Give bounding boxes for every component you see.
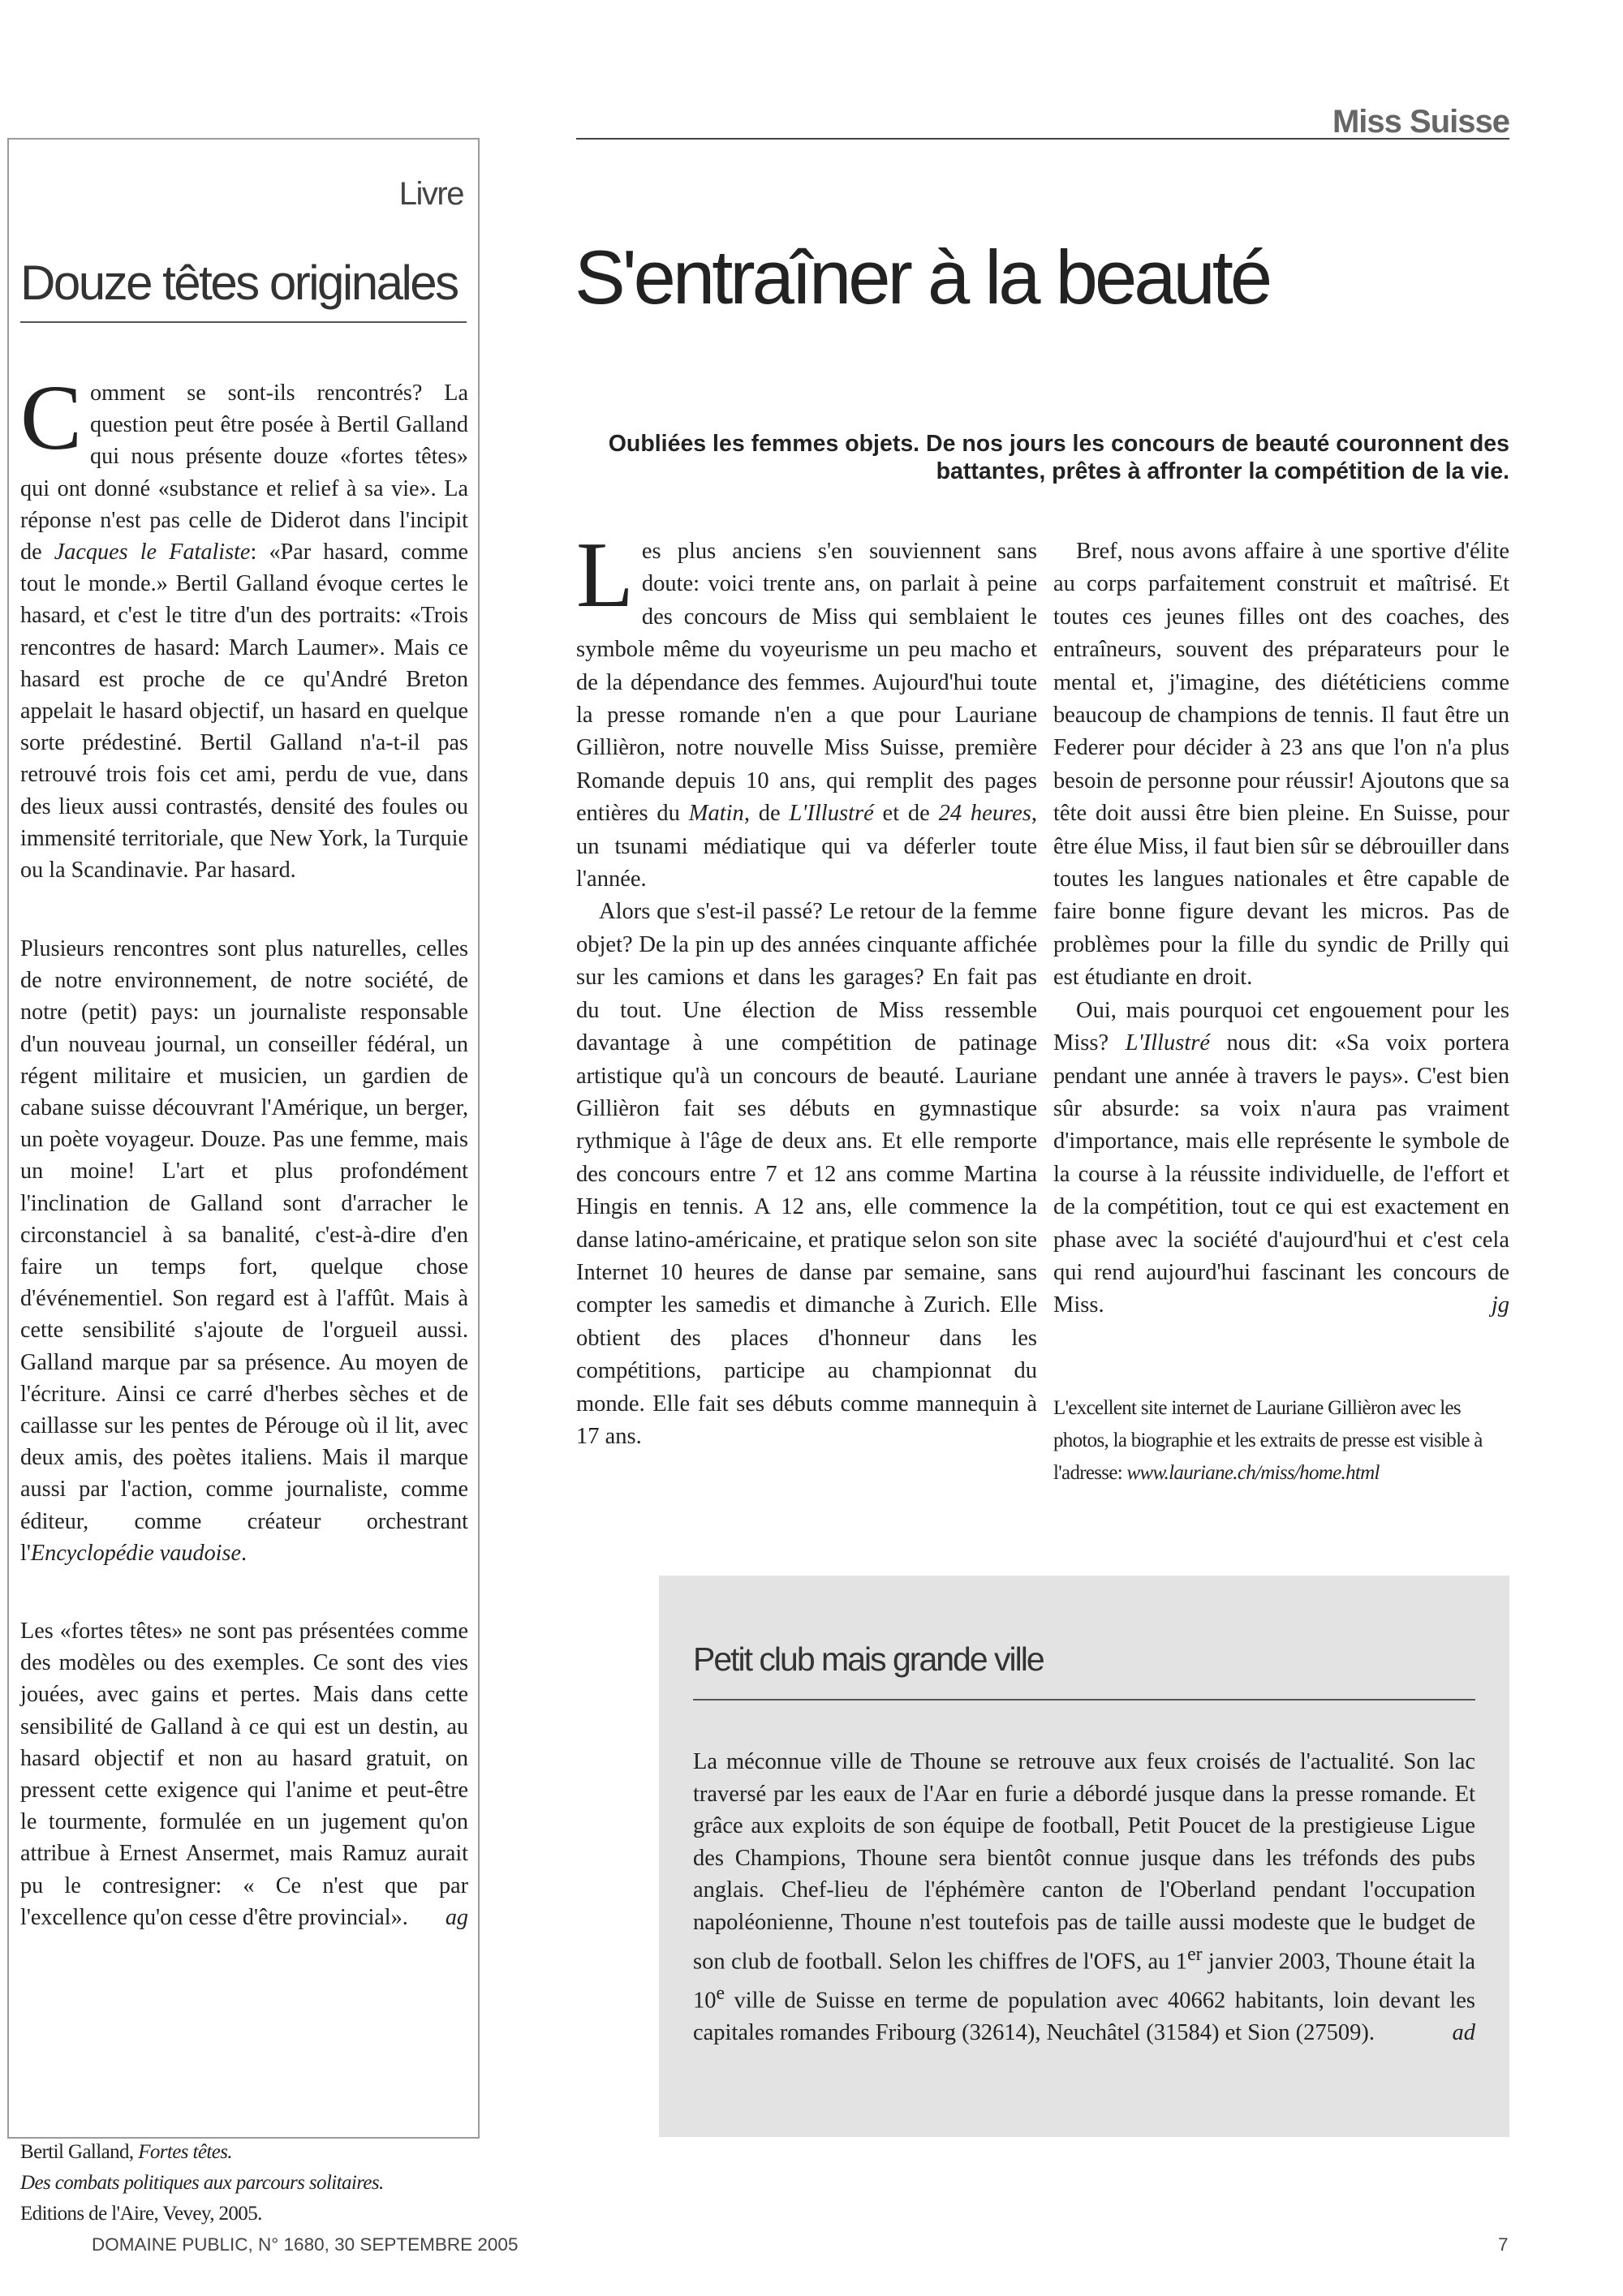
header-section-label: Miss Suisse — [1332, 104, 1509, 140]
article-paragraph — [1053, 995, 1509, 1322]
article-text: et de — [873, 801, 939, 827]
sidebar-p1-italic: Jacques le Fataliste — [54, 540, 251, 565]
book-reference — [20, 2137, 475, 2229]
article-title: S'entraîner à la beauté — [575, 234, 1270, 320]
article-italic-text: Matin — [688, 801, 744, 827]
article-italic-text: L'Illustré — [1125, 1030, 1210, 1056]
sidebar-signature: ag — [445, 1904, 468, 1930]
article-paragraph: Alors que s'est-il passé? Le retour de la femme objet? De la pin up des années cinquante affichée sur les camions et dans les garages? En fait pas du tout. Une élection de Miss ressemble davantage à une compétition de patinage artistique qu'à un concours de beauté. Lauriane Gillièron fait ses débuts en gymnastique rythmique à l'âge de deux ans. Et elle remporte des concours entre 7 et 12 ans comme Martina Hingis en tennis. A 12 ans, elle commence la danse latino-américaine, et pratique selon son site Internet 10 heures de danse par semaine, sans compter les samedis et dimanche à Zurich. Elle obtient des places d'honneur dans les compétitions, participe au championnat du monde. Elle fait ses débuts comme mannequin à 17 ans. — [576, 899, 1037, 1449]
website-url[interactable]: www.lauriane.ch/miss/home.html — [1126, 1462, 1380, 1484]
website-note-text: L'excellent site internet de Lauriane Gillièron avec les photos, la biographie et les extraits de presse est visible à l'adresse: — [1053, 1397, 1483, 1484]
info-box-title: Petit club mais grande ville — [693, 1640, 1044, 1678]
sidebar-p2-text: Plusieurs rencontres sont plus naturelles, celles de notre environnement, de notre société, de notre (petit) pays: un journaliste responsable d'un nouveau journal, un conseiller fédéral, un régent militaire et musicien, un gardien de cabane suisse découvrant l'Amérique, un berger, un poète voyageur. Douze. Pas une femme, mais un moine! L'art et plus profondément l'inclination de Galland sont d'arracher le circonstanciel à sa banalité, c'est-à-dire d'en faire un temps fort, quelque chose d'événementiel. Son regard est à l'affût. Mais à cette sensibilité s'ajoute de l'orgueil aussi. Galland marque par sa présence. Au moyen de l'écriture. Ainsi ce carré d'herbes sèches et de caillasse sur les pentes de Pérouge où il lit, avec deux amis, des poètes italiens. Mais il marque aussi par l'action, comme journaliste, comme éditeur, comme créateur orchestrant l' — [20, 936, 468, 1566]
info-box-rule — [693, 1699, 1475, 1701]
article-italic-text: 24 heures — [938, 801, 1031, 827]
info-box — [659, 1576, 1509, 2137]
sidebar-title: Douze têtes originales — [20, 256, 458, 310]
info-box-signature: ad — [1452, 2019, 1475, 2045]
article-paragraph — [576, 523, 1037, 896]
header-rule — [576, 138, 1509, 140]
article-dropcap: L — [576, 523, 634, 627]
sidebar-paragraph-3 — [20, 1615, 468, 1933]
footer-publication: DOMAINE PUBLIC, N° 1680, 30 SEPTEMBRE 2005 — [92, 2234, 519, 2255]
sidebar-p2-italic: Encyclopédie vaudoise — [30, 1540, 241, 1566]
page-number: 7 — [1498, 2234, 1509, 2255]
sidebar-p1-text: omment se sont-ils rencontrés? La question peut être posée à Bertil Galland qui nous présente douze «fortes têtes» qui ont donné «substance et relief à sa vie». La réponse n'est pas celle de Diderot dans l'incipit de — [20, 381, 468, 565]
article-text: , un tsunami médiatique qui va déferler toute l'année. — [576, 801, 1037, 892]
book-publisher: Editions de l'Aire, Vevey, 2005. — [20, 2203, 262, 2225]
sidebar-paragraph-1 — [20, 366, 469, 886]
superscript: e — [716, 1982, 725, 2004]
article-text: nous dit: «Sa voix portera pendant une année à travers le pays». C'est bien sûr absurde: sa voix n'aura pas vraiment d'importance, mais elle représente le symbole de la course à la réussite individuelle, de l'effort et de la compétition, tout ce qui est exactement en phase avec la société d'aujourd'hui et c'est cela qui rend aujourd'hui fascinant les concours de Miss. — [1053, 1030, 1509, 1318]
article-column-2 — [1053, 535, 1509, 1322]
article-text: es plus anciens s'en souviennent sans doute: voici trente ans, on parlait à peine des concours de Miss qui semblaient le symbole même du voyeurisme un peu macho et de la dépendance des femmes. Aujourd'hui toute la presse romande n'en a que pour Lauriane Gillièron, notre nouvelle Miss Suisse, première Romande depuis 10 ans, qui remplit des pages entières du — [576, 539, 1037, 827]
superscript: er — [1187, 1943, 1203, 1965]
book-author: Bertil Galland, — [20, 2141, 139, 2163]
article-lede: Oubliées les femmes objets. De nos jours les concours de beauté couronnent des battantes, prêtes à affronter la compétition de la vie. — [608, 431, 1509, 484]
article-signature: jg — [1491, 1292, 1509, 1318]
sidebar-p3-text: Les «fortes têtes» ne sont pas présentées comme des modèles ou des exemples. Ce sont des vies jouées, avec gains et pertes. Mais dans cette sensibilité de Galland à ce qui est un destin, au hasard objectif et non au hasard gratuit, on pressent cette exigence qui l'anime et peut-être le tourmente, formulée en un jugement qu'on attribue à Ernest Ansermet, mais Ramuz aurait pu le contresigner: « Ce n'est que par l'excellence qu'on cesse d'être provincial». — [20, 1619, 468, 1930]
website-note — [1053, 1392, 1509, 1490]
info-box-text-part: La méconnue ville de Thoune se retrouve aux feux croisés de l'actualité. Son lac traversé par les eaux de l'Aar en furie a débordé jusque dans la presse romande. Et grâce aux exploits de son équipe de football, Petit Poucet de la prestigieuse Ligue des Champions, Thoune sera bientôt connue jusque dans les tréfonds des pubs anglais. Chef-lieu de l'éphémère canton de l'Oberland pendant l'occupation napoléonienne, Thoune n'est toutefois pas de taille aussi modeste que le budget de son club de football. Selon les chiffres de l'OFS, au 1 — [693, 1749, 1475, 1975]
article-text: Oui, mais pourquoi cet engouement pour les Miss? — [1053, 997, 1509, 1056]
article-column-1 — [576, 523, 1037, 1453]
article-paragraph: Bref, nous avons affaire à une sportive d'élite au corps parfaitement construit et maîtrisé. Et toutes ces jeunes filles ont des coaches, des entraîneurs, souvent des préparateurs pour le mental et, j'imagine, des diététiciens comme beaucoup de champions de tennis. Il faut être un Federer pour décider à 23 ans que l'on n'a plus besoin de personne pour réussir! Ajoutons que sa tête doit aussi être bien pleine. En Suisse, pour être élue Miss, il faut bien sûr se débrouiller dans toutes les langues nationales et être capable de faire bonne figure devant les micros. Pas de problèmes pour la fille du syndic de Prilly qui est étudiante en droit. — [1053, 539, 1509, 991]
sidebar-p1-text-2: : «Par hasard, comme tout le monde.» Bertil Galland évoque certes le hasard, et c'est le titre d'un des portraits: «Trois rencontres de hasard: March Laumer». Mais ce hasard est proche de ce qu'André Breton appelait le hasard objectif, un hasard en quelque sorte prédestiné. Bertil Galland n'a-t-il pas retrouvé trois fois cet ami, perdu de vue, dans des lieux aussi contrastés, densité des foules ou immensité territoriale, que New York, la Turquie ou la Scandinavie. Par hasard. — [20, 540, 469, 884]
sidebar-dropcap: C — [20, 366, 83, 469]
article-text: , de — [743, 801, 790, 827]
sidebar-p2-end: . — [240, 1540, 248, 1566]
info-box-text — [693, 1746, 1475, 2049]
sidebar-section-label: Livre — [398, 176, 463, 212]
book-review-sidebar — [7, 138, 480, 2225]
info-box-text-part: janvier 2003, Thoune était la 10 — [693, 1949, 1475, 2014]
book-title: Fortes têtes. — [138, 2141, 233, 2163]
article-italic-text: L'Illustré — [789, 801, 874, 827]
book-subtitle: Des combats politiques aux parcours solitaires. — [20, 2172, 384, 2194]
sidebar-paragraph-2 — [20, 933, 468, 1569]
sidebar-title-rule — [20, 321, 467, 323]
info-box-text-part: ville de Suisse en terme de population avec 40662 habitants, loin devant les capitales romandes Fribourg (32614), Neuchâtel (31584) et Sion (27509). — [693, 1988, 1475, 2045]
